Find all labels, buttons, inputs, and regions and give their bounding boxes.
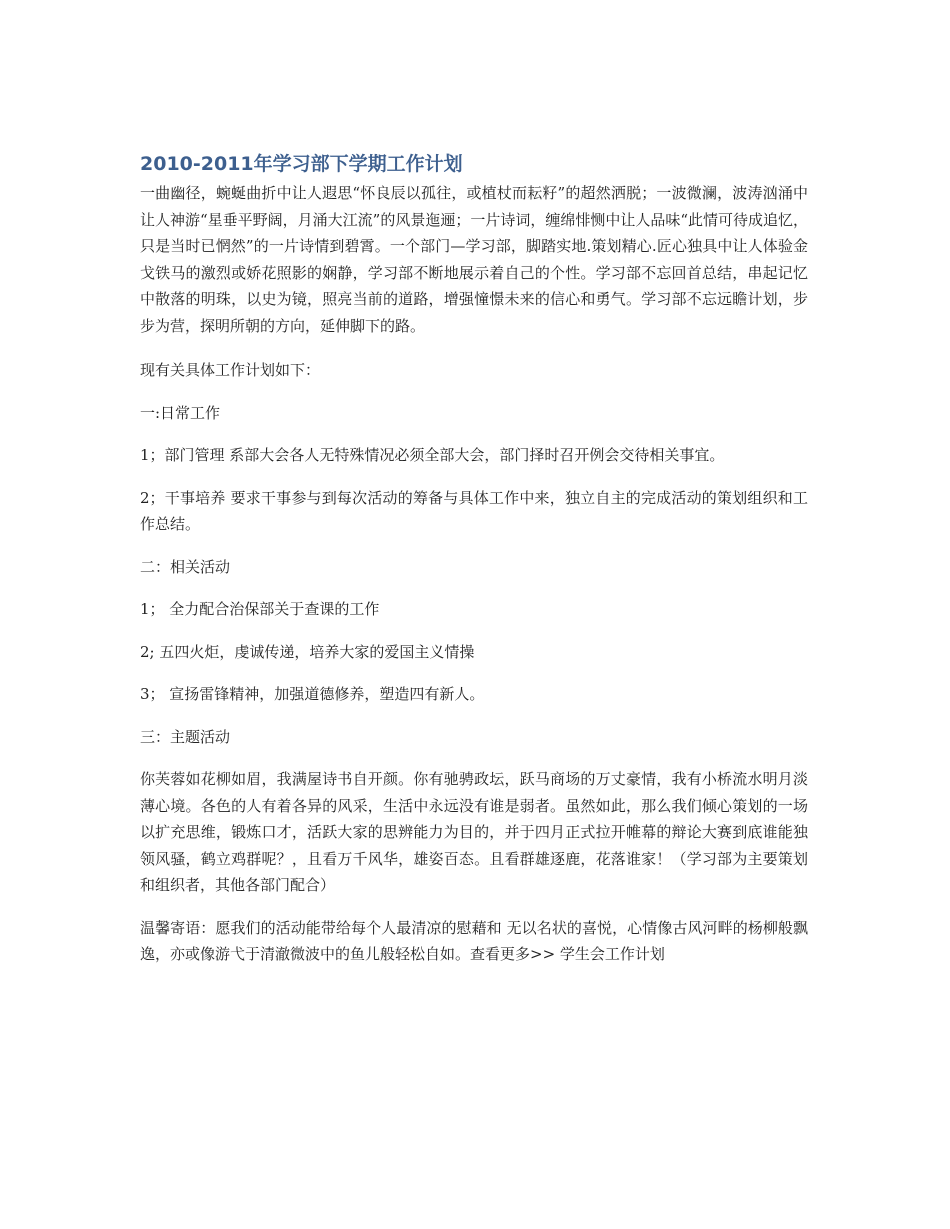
intro-paragraph: 一曲幽径，蜿蜒曲折中让人遐思“怀良辰以孤往，或植杖而耘籽”的超然洒脱；一波微澜，波涛汹涌中让人神游“星垂平野阔，月涌大江流”的风景迤逦；一片诗词，缠绵悱恻中让人品味“此情可待成追忆，只是当时已惘然”的一片诗情到碧霄。一个部门—学习部，脚踏实地.策划精心.匠心独具中让人体验金戈铁马的激烈或娇花照影的娴静，学习部不断地展示着自己的个性。学习部不忘回首总结，串起记忆中散落的明珠，以史为镜，照亮当前的道路，增强憧憬未来的信心和勇气。学习部不忘远瞻计划，步步为营，探明所朝的方向，延伸脚下的路。 xyxy=(140,184,809,335)
section-heading-related-activities: 二：相关活动 xyxy=(140,557,231,576)
document-title: 2010-2011年学习部下学期工作计划 xyxy=(140,153,463,175)
document-page xyxy=(140,150,808,984)
related-activity-item-3: 3； 宣扬雷锋精神，加强道德修养，塑造四有新人。 xyxy=(140,685,485,703)
plan-intro-line: 现有关具体工作计划如下： xyxy=(140,361,321,379)
section-heading-daily-work: 一:日常工作 xyxy=(140,403,221,422)
related-activity-item-1: 1； 全力配合治保部关于查课的工作 xyxy=(140,600,380,618)
section-heading-theme-activities: 三：主题活动 xyxy=(140,727,231,746)
daily-work-item-1: 1；部门管理 系部大会各人无特殊情况必须全部大会，部门择时召开例会交待相关事宜。 xyxy=(140,446,725,464)
theme-activity-paragraph: 你芙蓉如花柳如眉，我满屋诗书自开颜。你有驰骋政坛，跃马商场的万丈豪情，我有小桥流水明月淡薄心境。各色的人有着各异的风采，生活中永远没有谁是弱者。虽然如此，那么我们倾心策划的一场以扩充思维，锻炼口才，活跃大家的思辨能力为目的，并于四月正式拉开帷幕的辩论大赛到底谁能独领风骚，鹤立鸡群呢？，且看万千风华，雄姿百态。且看群雄逐鹿，花落谁家！（学习部为主要策划和组织者，其他各部门配合） xyxy=(140,770,808,894)
related-activity-item-2: 2; 五四火炬，虔诚传递，培养大家的爱国主义情操 xyxy=(140,642,475,661)
daily-work-item-2: 2；干事培养 要求干事参与到每次活动的筹备与具体工作中来，独立自主的完成活动的策划组织和工作总结。 xyxy=(140,488,808,533)
closing-message-paragraph: 温馨寄语：愿我们的活动能带给每个人最清凉的慰藉和 无以名状的喜悦，心情像古风河畔的杨柳般飘逸，亦或像游弋于清澈微波中的鱼儿般轻松自如。查看更多>> 学生会工作计划 xyxy=(140,918,808,963)
